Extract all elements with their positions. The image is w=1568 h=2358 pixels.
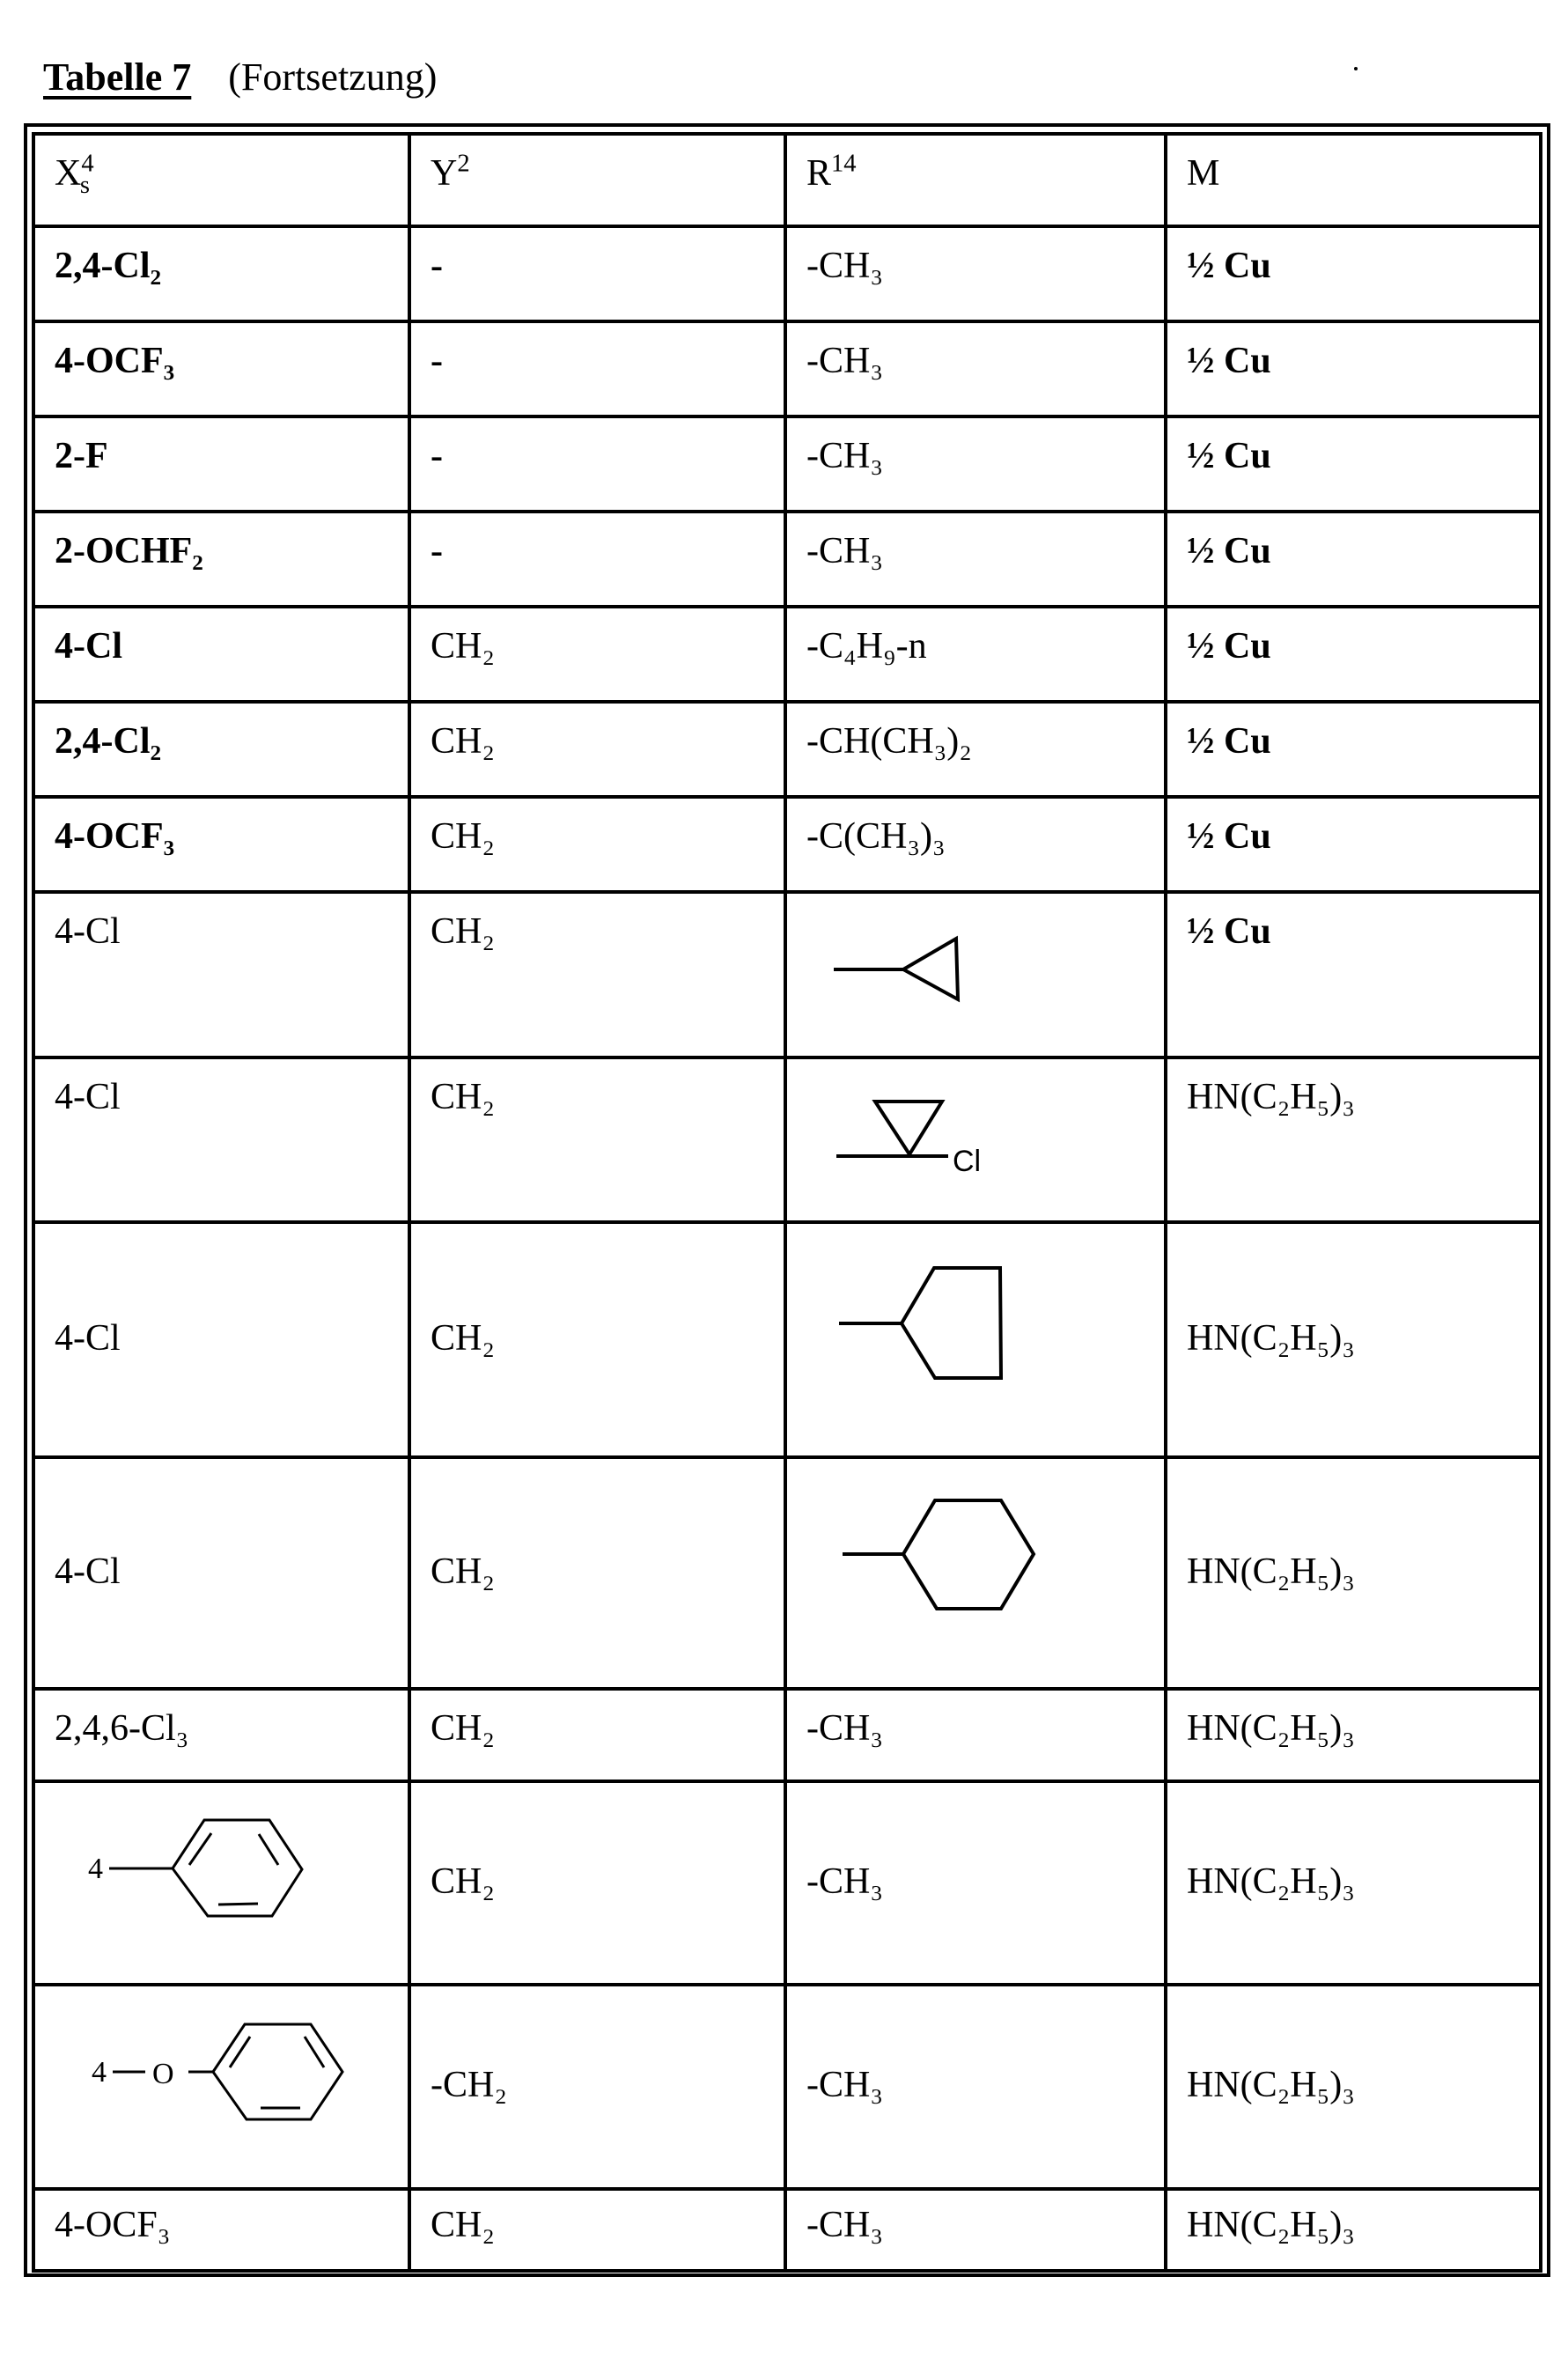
table-row xyxy=(33,1457,1541,1689)
cell-x: 4-OCF₃ xyxy=(33,797,409,892)
cell-x: 4-Cl xyxy=(33,607,409,702)
cell-x: 2,4,6-Cl₃ xyxy=(33,1689,409,1781)
header-row xyxy=(33,134,1541,226)
cell-m: HN(C₂H₅)₃ xyxy=(1166,1781,1541,1985)
cell-y: -CH₂ xyxy=(409,1985,785,2189)
cell-m: ½ Cu xyxy=(1166,892,1541,1057)
cell-x: 4-Cl xyxy=(33,1457,409,1689)
cell-x xyxy=(33,1985,409,2189)
cell-y: - xyxy=(409,321,785,416)
table-row xyxy=(33,1057,1541,1222)
table-row xyxy=(33,321,1541,416)
cell-m: ½ Cu xyxy=(1166,512,1541,607)
cell-x: 4-Cl xyxy=(33,892,409,1057)
phenoxy-structure-icon xyxy=(35,1986,411,2191)
table-row xyxy=(33,512,1541,607)
cell-m: HN(C₂H₅)₃ xyxy=(1166,1457,1541,1689)
table-row xyxy=(33,1985,1541,2189)
cell-r: -CH₃ xyxy=(785,1781,1166,1985)
cell-r: -CH₃ xyxy=(785,1689,1166,1781)
table-row xyxy=(33,416,1541,512)
table-row xyxy=(33,892,1541,1057)
cell-y: CH₂ xyxy=(409,1057,785,1222)
cell-y: CH₂ xyxy=(409,1457,785,1689)
cell-y: CH₂ xyxy=(409,1222,785,1457)
table-row xyxy=(33,1781,1541,1985)
cell-r xyxy=(785,1057,1166,1222)
cell-x: 4-Cl xyxy=(33,1057,409,1222)
cell-m: HN(C₂H₅)₃ xyxy=(1166,1057,1541,1222)
table-row xyxy=(33,226,1541,321)
table-row xyxy=(33,1222,1541,1457)
table-row xyxy=(33,702,1541,797)
cell-r: -CH₃ xyxy=(785,226,1166,321)
svg-text:O: O xyxy=(152,2058,174,2090)
cell-y: CH₂ xyxy=(409,892,785,1057)
table-label: Tabelle 7 xyxy=(43,55,192,99)
table-row xyxy=(33,1689,1541,1781)
table-title xyxy=(43,55,437,99)
cell-m: ½ Cu xyxy=(1166,226,1541,321)
cell-r: -CH₃ xyxy=(785,321,1166,416)
cyclohexyl-structure-icon xyxy=(787,1459,1167,1691)
cell-y: CH₂ xyxy=(409,2189,785,2271)
cell-r: -CH₃ xyxy=(785,416,1166,512)
table-row xyxy=(33,607,1541,702)
cell-r: -C₄H₉-n xyxy=(785,607,1166,702)
cell-x: 2-F xyxy=(33,416,409,512)
cell-y: - xyxy=(409,226,785,321)
cell-y: CH₂ xyxy=(409,1781,785,1985)
data-table xyxy=(32,132,1542,2273)
cell-m: ½ Cu xyxy=(1166,797,1541,892)
cell-m: HN(C₂H₅)₃ xyxy=(1166,1689,1541,1781)
cell-r: -C(CH₃)₃ xyxy=(785,797,1166,892)
cell-r: -CH₃ xyxy=(785,512,1166,607)
header-x: $X^4_s$ xyxy=(33,134,409,226)
header-r: $R^{14}$ xyxy=(785,134,1166,226)
phenyl-structure-icon xyxy=(35,1783,411,1986)
cell-m: HN(C₂H₅)₃ xyxy=(1166,1222,1541,1457)
cell-m: ½ Cu xyxy=(1166,416,1541,512)
cell-r xyxy=(785,892,1166,1057)
header-y: $Y^2$ xyxy=(409,134,785,226)
chlorocyclopropyl-structure-icon xyxy=(787,1059,1167,1224)
table-row xyxy=(33,2189,1541,2271)
cell-y: - xyxy=(409,512,785,607)
cell-x: 4-OCF₃ xyxy=(33,321,409,416)
svg-text:4: 4 xyxy=(92,2056,107,2089)
cell-x: 2,4-Cl₂ xyxy=(33,226,409,321)
cell-r: -CH₃ xyxy=(785,1985,1166,2189)
cell-r: -CH(CH₃)₂ xyxy=(785,702,1166,797)
cell-y: CH₂ xyxy=(409,607,785,702)
svg-text:Cl: Cl xyxy=(953,1145,982,1178)
continuation-label: (Fortsetzung) xyxy=(228,55,438,99)
cell-y: CH₂ xyxy=(409,1689,785,1781)
cell-y: CH₂ xyxy=(409,797,785,892)
table-row xyxy=(33,797,1541,892)
cell-m: HN(C₂H₅)₃ xyxy=(1166,2189,1541,2271)
cell-r xyxy=(785,1457,1166,1689)
cell-m: HN(C₂H₅)₃ xyxy=(1166,1985,1541,2189)
cell-x: 4-OCF₃ xyxy=(33,2189,409,2271)
svg-text:4: 4 xyxy=(88,1853,103,1885)
header-m: M xyxy=(1166,134,1541,226)
scan-speck xyxy=(1354,67,1358,70)
cell-r xyxy=(785,1222,1166,1457)
cell-x: 2,4-Cl₂ xyxy=(33,702,409,797)
cyclopentyl-structure-icon xyxy=(787,1224,1167,1459)
cell-m: ½ Cu xyxy=(1166,321,1541,416)
cyclopropyl-structure-icon xyxy=(787,894,1167,1059)
cell-y: CH₂ xyxy=(409,702,785,797)
cell-x xyxy=(33,1781,409,1985)
cell-x: 4-Cl xyxy=(33,1222,409,1457)
cell-x: 2-OCHF₂ xyxy=(33,512,409,607)
cell-m: ½ Cu xyxy=(1166,702,1541,797)
cell-r: -CH₃ xyxy=(785,2189,1166,2271)
cell-m: ½ Cu xyxy=(1166,607,1541,702)
cell-y: - xyxy=(409,416,785,512)
